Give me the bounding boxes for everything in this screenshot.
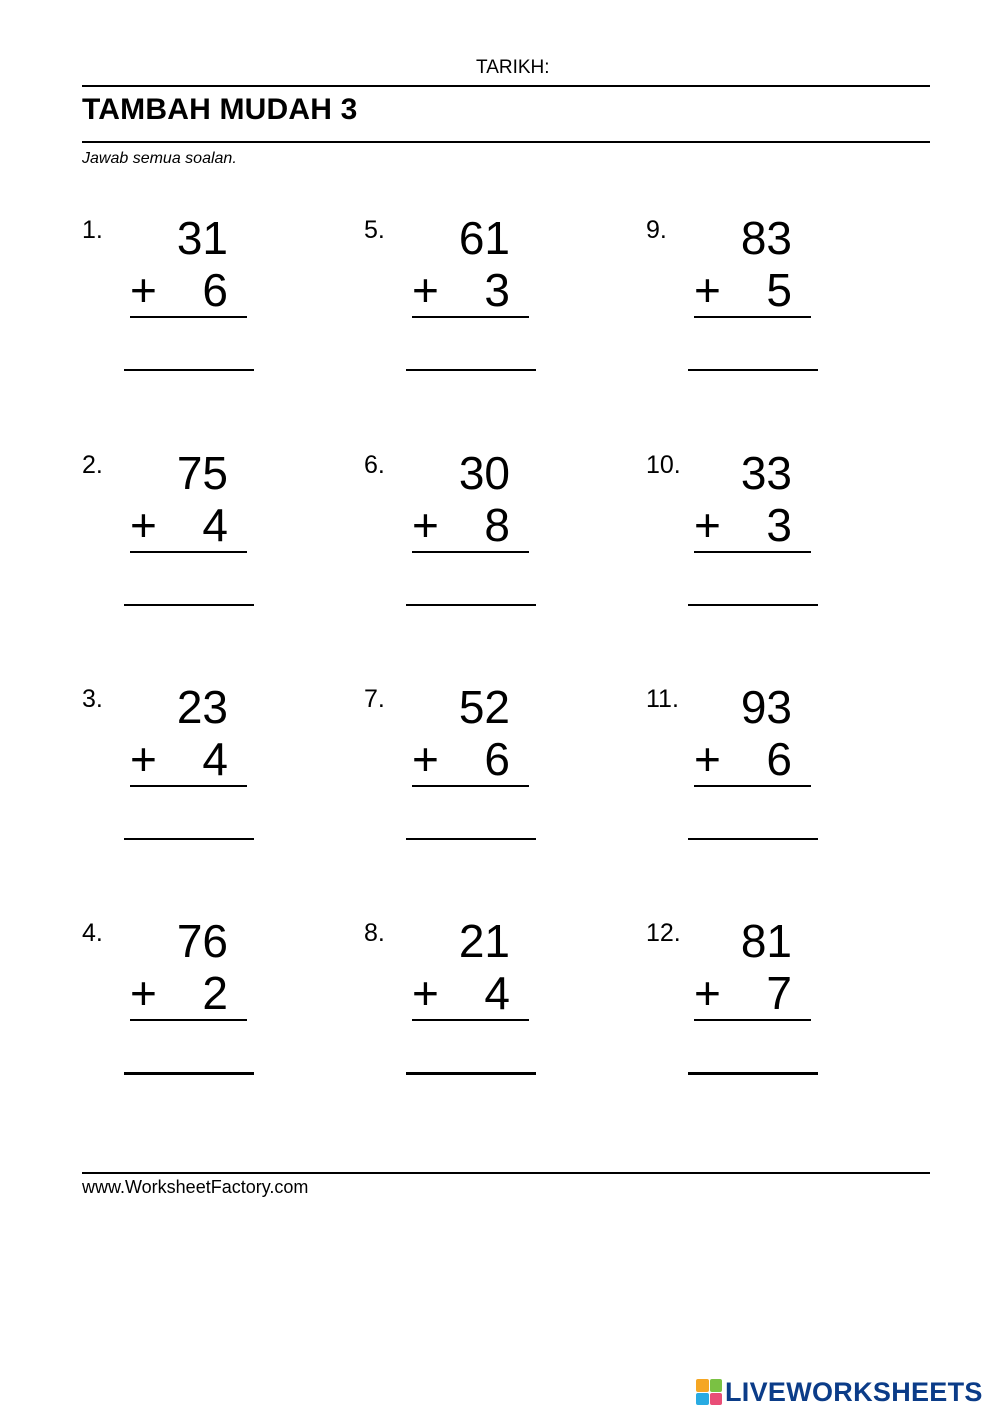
page-title: TAMBAH MUDAH 3 <box>82 93 358 126</box>
answer-blank[interactable] <box>124 838 254 840</box>
sum-line <box>412 1019 529 1021</box>
addend-bottom: 4 <box>202 499 228 551</box>
addend-top: 81 <box>740 915 792 967</box>
answer-blank[interactable] <box>688 604 818 606</box>
problem-3 <box>82 683 342 863</box>
plus-sign: + <box>130 499 157 551</box>
problem-number: 1. <box>82 216 103 244</box>
footer-site: www.WorksheetFactory.com <box>82 1177 309 1197</box>
answer-blank[interactable] <box>124 369 254 371</box>
addend-bottom: 2 <box>202 967 228 1019</box>
plus-sign: + <box>130 733 157 785</box>
sum-line <box>130 1019 247 1021</box>
addend-bottom: 6 <box>484 733 510 785</box>
plus-sign: + <box>694 733 721 785</box>
sum-line <box>130 551 247 553</box>
problem-number: 3. <box>82 685 103 713</box>
plus-sign: + <box>412 967 439 1019</box>
addend-top: 76 <box>176 915 228 967</box>
sum-line <box>130 785 247 787</box>
problem-number: 10. <box>646 451 681 479</box>
title-rule <box>82 141 930 143</box>
problem-number: 5. <box>364 216 385 244</box>
top-rule <box>82 85 930 87</box>
sum-line <box>694 1019 811 1021</box>
answer-blank[interactable] <box>406 838 536 840</box>
addend-bottom: 3 <box>484 264 510 316</box>
problem-number: 11. <box>646 685 679 713</box>
plus-sign: + <box>694 499 721 551</box>
date-label: TARIKH: <box>476 57 550 78</box>
addend-bottom: 4 <box>202 733 228 785</box>
problem-12 <box>646 917 906 1097</box>
problem-number: 2. <box>82 451 103 479</box>
addend-top: 52 <box>458 681 510 733</box>
problem-7 <box>364 683 624 863</box>
answer-blank[interactable] <box>406 1072 536 1075</box>
problem-number: 8. <box>364 919 385 947</box>
addend-top: 75 <box>176 447 228 499</box>
problem-10 <box>646 449 906 629</box>
addend-top: 21 <box>458 915 510 967</box>
answer-blank[interactable] <box>688 838 818 840</box>
addend-bottom: 4 <box>484 967 510 1019</box>
addend-top: 31 <box>176 212 228 264</box>
addend-bottom: 6 <box>202 264 228 316</box>
problem-number: 4. <box>82 919 103 947</box>
instructions: Jawab semua soalan. <box>82 150 237 167</box>
sum-line <box>694 551 811 553</box>
problem-11 <box>646 683 906 863</box>
sum-line <box>694 785 811 787</box>
problem-8 <box>364 917 624 1097</box>
addend-bottom: 5 <box>766 264 792 316</box>
answer-blank[interactable] <box>124 1072 254 1075</box>
addend-bottom: 7 <box>766 967 792 1019</box>
sum-line <box>694 316 811 318</box>
plus-sign: + <box>130 967 157 1019</box>
addend-top: 93 <box>740 681 792 733</box>
plus-sign: + <box>130 264 157 316</box>
problem-1 <box>82 214 342 394</box>
problem-5 <box>364 214 624 394</box>
addend-top: 61 <box>458 212 510 264</box>
addend-bottom: 3 <box>766 499 792 551</box>
sum-line <box>412 551 529 553</box>
plus-sign: + <box>694 264 721 316</box>
plus-sign: + <box>412 264 439 316</box>
addend-top: 83 <box>740 212 792 264</box>
answer-blank[interactable] <box>688 369 818 371</box>
problem-number: 12. <box>646 919 681 947</box>
problem-6 <box>364 449 624 629</box>
addend-top: 23 <box>176 681 228 733</box>
answer-blank[interactable] <box>124 604 254 606</box>
addend-bottom: 8 <box>484 499 510 551</box>
footer-rule <box>82 1172 930 1174</box>
answer-blank[interactable] <box>406 604 536 606</box>
plus-sign: + <box>412 733 439 785</box>
sum-line <box>412 785 529 787</box>
addend-top: 30 <box>458 447 510 499</box>
answer-blank[interactable] <box>406 369 536 371</box>
plus-sign: + <box>694 967 721 1019</box>
problem-number: 9. <box>646 216 667 244</box>
addend-top: 33 <box>740 447 792 499</box>
liveworksheets-brand[interactable] <box>696 1377 983 1407</box>
liveworksheets-logo-icon <box>696 1379 722 1405</box>
problem-9 <box>646 214 906 394</box>
problem-2 <box>82 449 342 629</box>
answer-blank[interactable] <box>688 1072 818 1075</box>
plus-sign: + <box>412 499 439 551</box>
problem-number: 7. <box>364 685 385 713</box>
addend-bottom: 6 <box>766 733 792 785</box>
problem-number: 6. <box>364 451 385 479</box>
sum-line <box>412 316 529 318</box>
problem-4 <box>82 917 342 1097</box>
brand-name: LIVEWORKSHEETS <box>725 1376 983 1407</box>
sum-line <box>130 316 247 318</box>
